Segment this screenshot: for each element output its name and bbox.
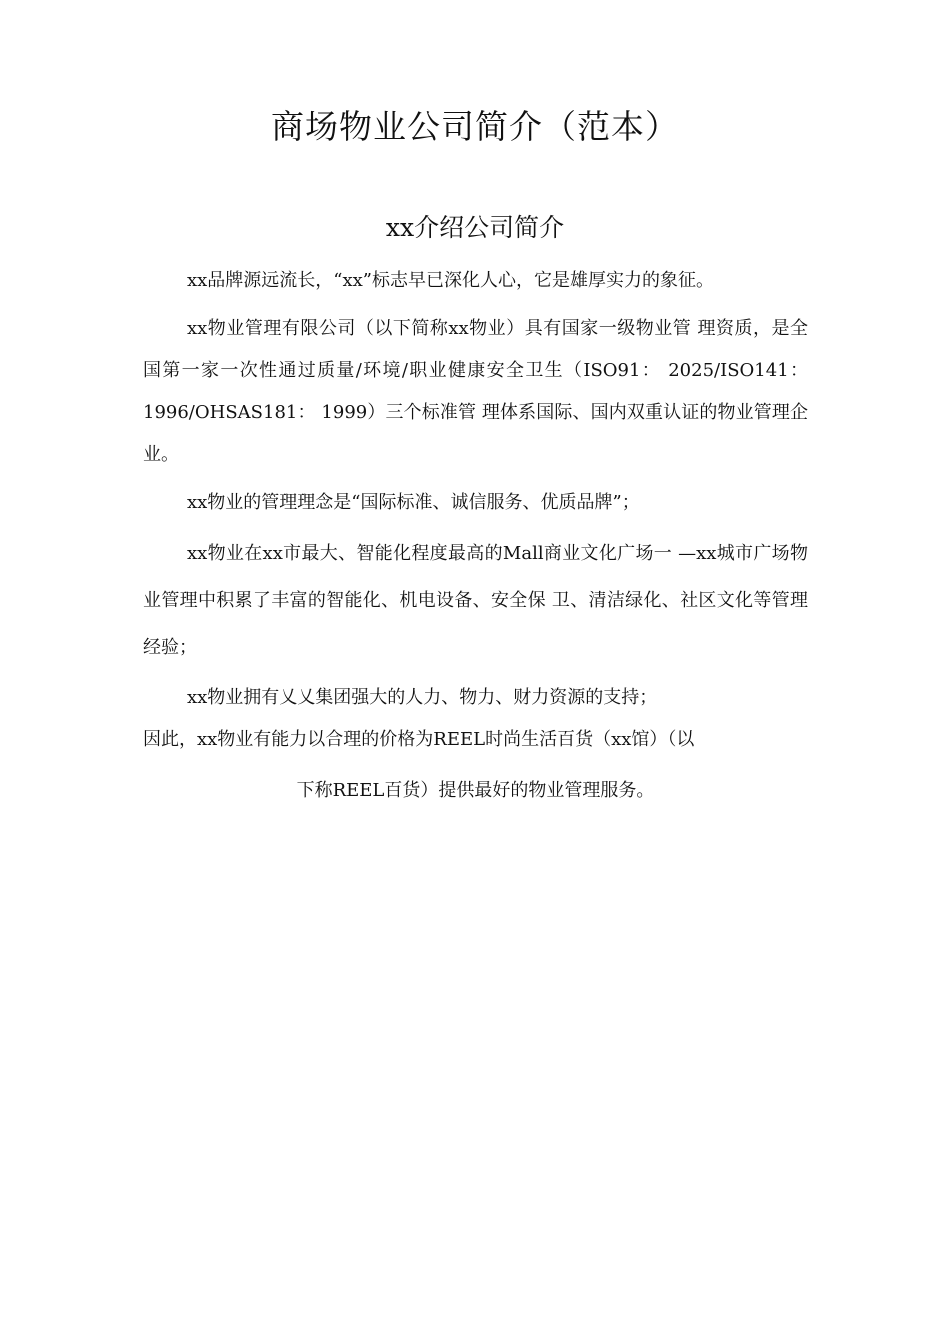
- paragraph-brand: xx品牌源远流长，“xx”标志早已深化人心，它是雄厚实力的象征。: [187, 270, 715, 291]
- paragraph-qualification: xx物业管理有限公司（以下简称xx物业）具有国家一级物业管 理资质，是全国第一家一次性通过质量/环境/职业健康安全卫生（ISO91： 2025/ISO141： 1996/OHSAS181： 1999）三个标准管 理体系国际、国内双重认证的物业管理企业。: [143, 318, 808, 465]
- section-heading: xx介绍公司简介: [385, 213, 565, 242]
- document-title: 商场物业公司简介（范本）: [271, 107, 679, 146]
- paragraph-resources: xx物业拥有乂乂集团强大的人力、物力、财力资源的支持；: [187, 687, 658, 708]
- paragraph-conclusion: 因此，xx物业有能力以合理的价格为REEL时尚生活百货（xx馆）（以: [143, 729, 695, 750]
- paragraph-experience: xx物业在xx市最大、智能化程度最高的Mall商业文化广场一 —xx城市广场物业管理中积累了丰富的智能化、机电设备、安全保 卫、清洁绿化、社区文化等管理经验；: [143, 543, 808, 658]
- paragraph-philosophy: xx物业的管理理念是“国际标准、诚信服务、优质品牌”；: [187, 492, 640, 513]
- document-body: [143, 260, 808, 815]
- paragraph-conclusion-continued: 下称REEL百货）提供最好的物业管理服务。: [296, 780, 655, 801]
